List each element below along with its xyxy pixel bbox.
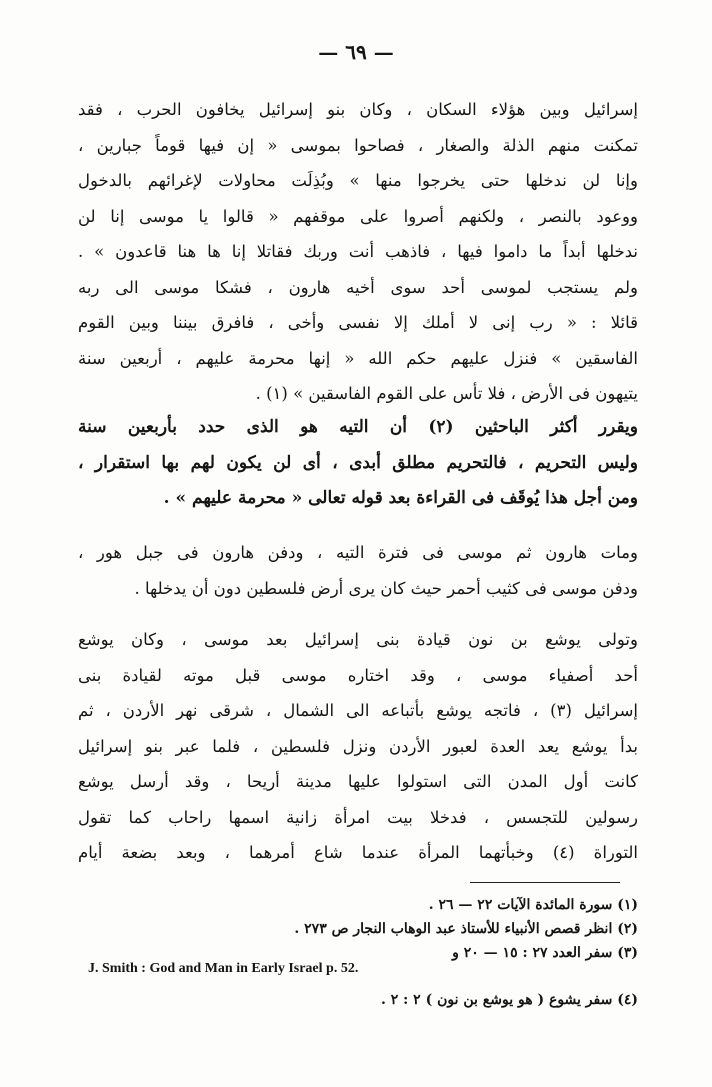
text-line: ولم يستجب لموسى أحد سوى أخيه هارون ، فشكا موسى الى ربه bbox=[78, 277, 638, 297]
footnotes-last bbox=[78, 988, 638, 1012]
footnote: (١) سورة المائدة الآيات ٢٢ — ٢٦ . bbox=[428, 897, 638, 913]
text-line: تمكنت منهم الذلة والصغار ، فصاحوا بموسى « إن فيها قوماً جبارين ، bbox=[78, 135, 638, 155]
text-line: قائلا : « رب إنى لا أملك إلا نفسى وأخى ، فافرق بيننا وبين القوم bbox=[78, 313, 638, 332]
text-line: ومات هارون ثم موسى فى فترة التيه ، ودفن هارون فى جبل هور ، bbox=[78, 543, 638, 562]
text-line: يتيهون فى الأرض ، فلا تأس على القوم الفاسقين » (١) . bbox=[255, 384, 638, 403]
text-line: إسرائيل وبين هؤلاء السكان ، وكان بنو إسرائيل يخافون الحرب ، فقد bbox=[78, 100, 638, 119]
text-line: إسرائيل (٣) ، فاتجه يوشع بأتباعه الى الشمال ، شرقى نهر الأردن ، ثم bbox=[78, 701, 638, 720]
text-line: ويقرر أكثر الباحثين (٢) أن التيه هو الذى حدد بأربعين سنة bbox=[78, 417, 638, 437]
text-line: الفاسقين » فنزل عليهم حكم الله « إنها محرمة عليهم ، أربعين سنة bbox=[78, 348, 638, 368]
text-line: ندخلها أبداً ما داموا فيها ، فاذهب أنت وربك فقاتلا إنا ها هنا قاعدون » . bbox=[78, 242, 638, 261]
footnote: (٢) انظر قصص الأنبياء للأستاذ عبد الوهاب النجار ص ٢٧٣ . bbox=[294, 921, 638, 937]
text-line: وتولى يوشع بن نون قيادة بنى إسرائيل بعد موسى ، وكان يوشع bbox=[78, 630, 638, 649]
text-line: ومن أجل هذا يُوقَف فى القراءة بعد قوله تعالى « محرمة عليهم » . bbox=[163, 488, 638, 508]
page-number: — ٦٩ — bbox=[318, 40, 394, 64]
text-line: التوراة (٤) وخبأتهما المرأة عندما شاع أمرهما ، وبعد بضعة أيام bbox=[78, 843, 638, 862]
paragraph-1 bbox=[78, 92, 638, 412]
text-line: وليس التحريم ، فالتحريم مطلق أبدى ، أى لن يكون لهم بها استقرار ، bbox=[78, 452, 638, 473]
paragraph-3 bbox=[78, 535, 638, 606]
text-line: ووعود بالنصر ، ولكنهم أصروا على موقفهم « قالوا يا موسى إنا لن bbox=[78, 206, 638, 226]
footnotes bbox=[78, 893, 638, 965]
text-line: رسولين للتجسس ، فدخلا بيت امرأة زانية اسمها راحاب كما تقول bbox=[78, 807, 638, 827]
footnote-separator bbox=[470, 882, 620, 883]
text-line: ودفن موسى فى كثيب أحمر حيث كان يرى أرض فلسطين دون أن يدخلها . bbox=[134, 578, 638, 598]
footnote: (٣) سفر العدد ٢٧ : ١٥ — ٢٠ و bbox=[452, 945, 638, 961]
footnote: (٤) سفر يشوع ( هو يوشع بن نون ) ٢ : ٢ . bbox=[380, 992, 638, 1008]
text-line: وإنا لن ندخلها حتى يخرجوا منها » وبُذِلَت محاولات لإغرائهم بالدخول bbox=[78, 171, 638, 190]
footnote-latin-reference: J. Smith : God and Man in Early Israel p. 52. bbox=[88, 961, 359, 976]
text-line: كانت أول المدن التى استولوا عليها مدينة أريحا ، وقد أرسل يوشع bbox=[78, 772, 638, 791]
text-line: أحد أصفياء موسى ، وقد اختاره موسى قبل موته لقيادة بنى bbox=[78, 665, 638, 685]
paragraph-2-bold bbox=[78, 410, 638, 517]
text-line: بدأ يوشع يعد العدة لعبور الأردن ونزل فلسطين ، فلما عبر بنو إسرائيل bbox=[78, 736, 638, 756]
paragraph-4 bbox=[78, 622, 638, 871]
